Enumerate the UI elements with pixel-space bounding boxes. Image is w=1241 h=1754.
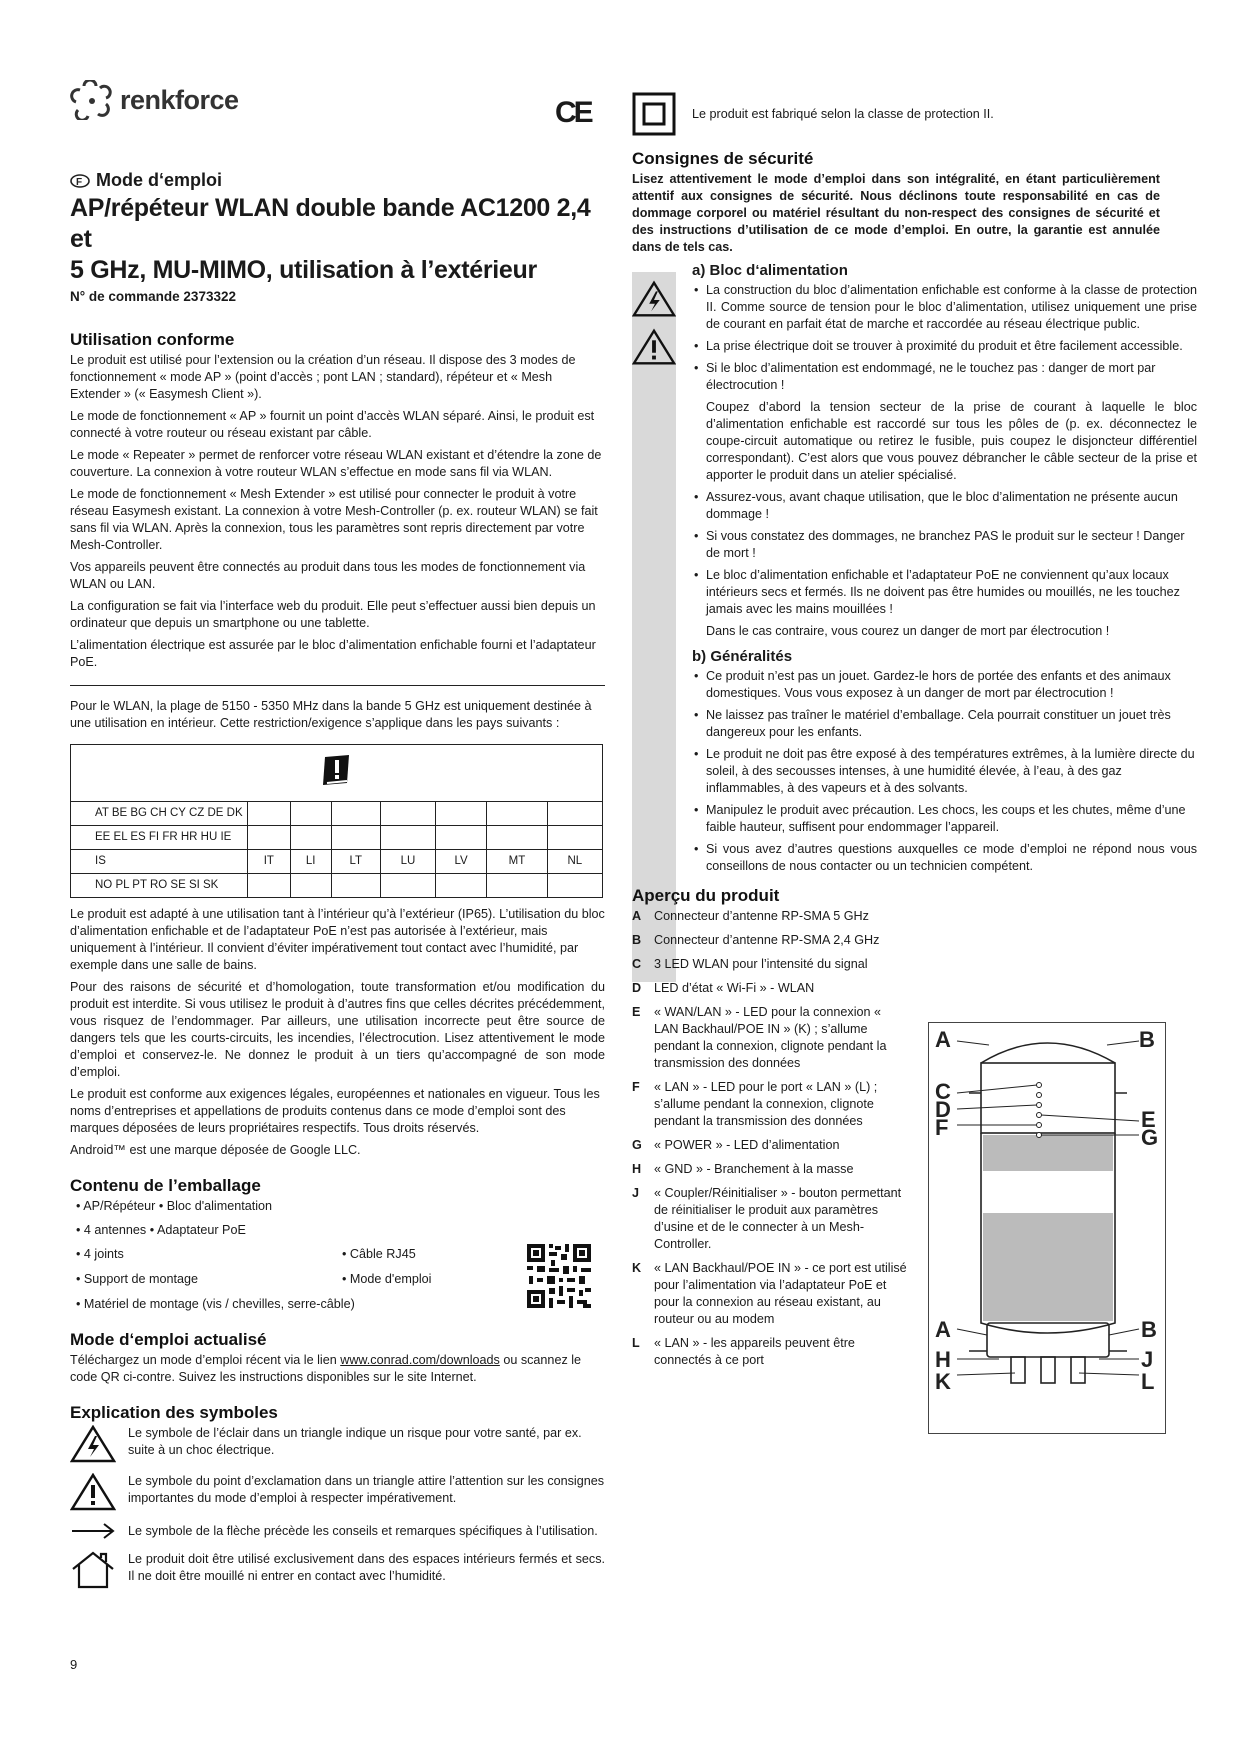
- country-cell: [547, 826, 602, 850]
- country-cell: [290, 802, 331, 826]
- exclamation-warning-icon: [70, 1473, 116, 1511]
- part-key: C: [632, 957, 642, 971]
- country-cell: [547, 874, 602, 898]
- safety-b-heading: b) Généralités: [692, 648, 793, 665]
- country-cell: [436, 802, 487, 826]
- part-text: « GND » - Branchement à la masse: [654, 1162, 854, 1176]
- country-cell: [290, 874, 331, 898]
- safety-a-item: • Si vous constatez des dommages, ne branchez PAS le produit sur le secteur ! Danger de mort !: [692, 528, 1197, 562]
- package-item: • 4 antennes • Adaptateur PoE: [76, 1223, 246, 1237]
- safety-b-item: • Si vous avez d’autres questions auxquelles ce mode d’emploi ne répond nous vous conseillons de nous contacter ou un technicien compétent.: [692, 841, 1197, 875]
- part-text: « POWER » - LED d’alimentation: [654, 1138, 840, 1152]
- part-item: [632, 1137, 907, 1154]
- country-cell: [331, 826, 380, 850]
- downloads-link[interactable]: www.conrad.com/downloads: [340, 1353, 500, 1367]
- indoor-house-icon: [70, 1551, 116, 1589]
- part-item: [632, 1004, 907, 1072]
- country-cell: [331, 874, 380, 898]
- country-table-header: [71, 745, 603, 802]
- utilisation-p5: Vos appareils peuvent être connectés au produit dans tous les modes de fonctionnement via WLAN ou LAN.: [70, 560, 586, 591]
- package-item: • 4 joints: [76, 1247, 124, 1261]
- protection-class-2-icon: [632, 92, 676, 136]
- country-row: [71, 826, 603, 850]
- part-key: E: [632, 1005, 641, 1019]
- update-text-before: Téléchargez un mode d’emploi récent via le lien: [70, 1353, 341, 1367]
- country-cell: [248, 802, 291, 826]
- part-key: D: [632, 981, 642, 995]
- mode-label-text: Mode d‘emploi: [96, 170, 222, 190]
- page-title: [70, 193, 605, 286]
- label-J: J: [1141, 1347, 1154, 1372]
- part-item: [632, 1079, 907, 1130]
- title-line-2: 5 GHz, MU-MIMO, utilisation à l’extérieur: [70, 256, 537, 284]
- order-number: N° de commande 2373322: [70, 289, 236, 304]
- utilisation-p11: Android™ est une marque déposée de Google LLC.: [70, 1143, 361, 1157]
- part-text: Connecteur d’antenne RP-SMA 2,4 GHz: [654, 933, 880, 947]
- utilisation-p9: Pour des raisons de sécurité et d’homologation, toute transformation et/ou modification du produit est interdite. Si vous utilisez le produit à d’autres fins que celles décrites précédemment, vous risquez de l’endommager. Par ailleurs, une utilisation incorrecte peut être source de dangers tels que les courts-circuits, les incendies, l’électrocution. Lisez attentivement le mode d’emploi et conservez-le. Ne donnez le produit à un tiers qu’accompagné de son mode d’emploi.: [70, 980, 605, 1079]
- part-key: F: [632, 1080, 640, 1094]
- part-key: H: [632, 1162, 642, 1176]
- part-key: K: [632, 1261, 642, 1275]
- device-illustration: [928, 1022, 1166, 1434]
- part-item: [632, 932, 907, 949]
- part-text: « Coupler/Réinitialiser » - bouton permettant de réinitialiser le produit aux paramètres d’usine et de le connecter à un Mesh-Controller.: [654, 1186, 902, 1251]
- safety-a-item: • Assurez-vous, avant chaque utilisation, que le bloc d’alimentation ne présente aucun dommage !: [692, 489, 1197, 523]
- symbols-heading: Explication des symboles: [70, 1403, 278, 1422]
- part-key: J: [632, 1186, 640, 1200]
- label-E: E: [1141, 1107, 1156, 1132]
- utilisation-p6: La configuration se fait via l’interface web du produit. Elle peut s’effectuer aussi bien depuis un ordinateur que depuis un smartphone ou une tablette.: [70, 599, 596, 630]
- package-heading: Contenu de l’emballage: [70, 1176, 261, 1195]
- utilisation-p1: Le produit est utilisé pour l’extension ou la création d’un réseau. Il dispose des 3 modes de fonctionnement « mode AP » (point d’accès ; pont LAN ; standard), répéteur et « Mesh Extender » (« Easymesh Client »).: [70, 353, 576, 401]
- page-number: 9: [70, 1657, 78, 1672]
- divider: [70, 685, 605, 686]
- country-cell: MT: [487, 850, 548, 874]
- part-item: [632, 908, 907, 925]
- update-text: [70, 1352, 605, 1386]
- country-cell: [331, 802, 380, 826]
- symbol-row-lightning: [70, 1425, 605, 1463]
- country-table-body: [71, 802, 603, 898]
- part-key: G: [632, 1138, 642, 1152]
- utilisation-heading: Utilisation conforme: [70, 330, 235, 349]
- country-cell: LI: [290, 850, 331, 874]
- safety-a-item: • La construction du bloc d’alimentation enfichable est conforme à la classe de protection II. Comme source de tension pour le bloc d’alimentation, utilisez uniquement une prise de courant en parfait état de marche et raccordée au réseau électrique public.: [692, 282, 1197, 333]
- utilisation-p4: Le mode de fonctionnement « Mesh Extender » est utilisé pour connecter le produit à votre réseau Easymesh existant. La connexion à votre Mesh-Controller (p. ex. routeur WLAN) se fait sans fil via WLAN. Après la connexion, tous les paramètres sont repris directement par votre Mesh-Controller.: [70, 487, 598, 552]
- brand-name: renkforce: [120, 84, 239, 115]
- part-item: [632, 1161, 907, 1178]
- label-B-bottom: B: [1141, 1317, 1157, 1342]
- package-item: • Mode d'emploi: [342, 1272, 432, 1286]
- overview-heading: Aperçu du produit: [632, 886, 780, 905]
- package-item: • Support de montage: [76, 1272, 199, 1286]
- label-B-top: B: [1139, 1027, 1155, 1052]
- country-row: [71, 850, 603, 874]
- country-cell: IS: [71, 850, 248, 874]
- country-table: [70, 744, 603, 898]
- country-cell: [380, 826, 435, 850]
- label-F: F: [935, 1115, 949, 1140]
- country-cell: LT: [331, 850, 380, 874]
- arrow-right-icon: [70, 1521, 116, 1541]
- class2-row: [632, 92, 1202, 136]
- left-column: [70, 80, 605, 1599]
- symbol-lightning-text: Le symbole de l’éclair dans un triangle indique un risque pour votre santé, par ex. suite à un choc électrique.: [128, 1426, 582, 1457]
- safety-a-item: • Si le bloc d’alimentation est endommagé, ne le touchez pas : danger de mort par électrocution !: [692, 360, 1197, 394]
- country-cell: [380, 802, 435, 826]
- country-cell: LV: [436, 850, 487, 874]
- label-G: G: [1141, 1125, 1159, 1150]
- utilisation-p10: Le produit est conforme aux exigences légales, européennes et nationales en vigueur. Tous les noms d’entreprises et appellations de produits contenus dans ce mode d’emploi sont des marques déposées de leurs propriétaires respectifs. Tous droits réservés.: [70, 1087, 600, 1135]
- country-row: [71, 874, 603, 898]
- part-item: [632, 1260, 907, 1328]
- symbol-arrow-text: Le symbole de la flèche précède les conseils et remarques spécifiques à l’utilisation.: [128, 1523, 598, 1538]
- parts-list: [632, 908, 907, 1369]
- package-item: • Câble RJ45: [342, 1247, 416, 1261]
- safety-b-list: [692, 668, 1197, 875]
- title-line-1: AP/répéteur WLAN double bande AC1200 2,4 et: [70, 194, 591, 253]
- svg-text:F: F: [76, 176, 83, 188]
- safety-a-list: [692, 282, 1197, 640]
- part-key: A: [632, 909, 642, 923]
- update-heading: Mode d‘emploi actualisé: [70, 1330, 267, 1349]
- part-item: [632, 980, 907, 997]
- book-icon: [70, 174, 90, 188]
- package-list: [70, 1198, 605, 1313]
- qr-code-icon[interactable]: [525, 1242, 593, 1310]
- renkforce-logo-icon: [70, 80, 114, 120]
- country-cell: [487, 826, 548, 850]
- safety-b-item: • Le produit ne doit pas être exposé à des températures extrêmes, à la lumière directe du soleil, à des secousses intenses, à une humidité élevée, à l’eau, à des gaz inflammables, à des vapeurs et à des solvants.: [692, 746, 1197, 797]
- part-text: « LAN » - LED pour le port « LAN » (L) ; s’allume pendant la connexion, clignote pendant la transmission des données: [654, 1080, 878, 1128]
- utilisation-p8: Le produit est adapté à une utilisation tant à l’intérieur qu’à l’extérieur (IP65). L’utilisation du bloc d’alimentation enfichable et de l’adaptateur PoE n’est pas autorisée à l’extérieur, mais uniquement à l’intérieur. Il convient d’éviter impérativement tout contact avec l’humidité, par exemple dans une salle de bains.: [70, 907, 605, 972]
- part-text: « LAN » - les appareils peuvent être connectés à ce port: [654, 1336, 855, 1367]
- utilisation-p3: Le mode « Repeater » permet de renforcer votre réseau WLAN existant et d’étendre la zone de couverture. La connexion à votre routeur WLAN s’effectue en mode sans fil via WLAN.: [70, 448, 602, 479]
- part-text: Connecteur d’antenne RP-SMA 5 GHz: [654, 909, 869, 923]
- safety-b-item: • Ce produit n’est pas un jouet. Gardez-le hors de portée des enfants et des animaux domestiques. Vous vous exposez à un danger de mort par électrocution !: [692, 668, 1197, 702]
- part-item: [632, 1185, 907, 1253]
- country-cell: NL: [547, 850, 602, 874]
- label-K: K: [935, 1369, 951, 1394]
- symbol-row-house: [70, 1551, 605, 1589]
- part-item: [632, 1335, 907, 1369]
- safety-a-item: • Le bloc d’alimentation enfichable et l’adaptateur PoE ne conviennent qu’aux locaux intérieurs secs et fermés. Ils ne doivent pas être humides ou mouillés, ne les touchez jamais avec les mains mouillées !: [692, 567, 1197, 618]
- country-cell: [248, 874, 291, 898]
- label-A-bottom: A: [935, 1317, 951, 1342]
- wlan-note: Pour le WLAN, la plage de 5150 - 5350 MHz dans la bande 5 GHz est uniquement destinée à une utilisation en intérieur. Cette restriction/exigence s’applique dans les pays suivants :: [70, 699, 592, 730]
- country-cell: NO PL PT RO SE SI SK: [71, 874, 248, 898]
- utilisation-p2: Le mode de fonctionnement « AP » fournit un point d’accès WLAN séparé. Ainsi, le produit est connecté à votre routeur ou réseau existant par câble.: [70, 409, 595, 440]
- ce-mark: CE: [555, 96, 591, 129]
- update-text-after: ou scannez le code QR ci-contre. Suivez les instructions disponibles sur le site Internet.: [70, 1353, 582, 1384]
- country-row: [71, 802, 603, 826]
- symbol-row-exclamation: [70, 1473, 605, 1511]
- symbol-exclamation-text: Le symbole du point d’exclamation dans un triangle attire l’attention sur les consignes importantes du mode d’emploi à respecter impérativement.: [128, 1474, 605, 1505]
- country-cell: [436, 874, 487, 898]
- country-cell: LU: [380, 850, 435, 874]
- country-cell: IT: [248, 850, 291, 874]
- package-item: • AP/Répéteur • Bloc d'alimentation: [76, 1199, 273, 1213]
- safety-heading: Consignes de sécurité: [632, 149, 814, 168]
- part-text: « WAN/LAN » - LED pour la connexion « LAN Backhaul/POE IN » (K) ; s’allume pendant la connexion, clignote pendant la transmission des données: [654, 1005, 887, 1070]
- part-text: « LAN Backhaul/POE IN » - ce port est utilisé pour l’alimentation via l’adaptateur PoE et pour la connexion au réseau existant, au routeur ou au modem: [654, 1261, 907, 1326]
- class2-text: Le produit est fabriqué selon la classe de protection II.: [692, 106, 994, 121]
- utilisation-p7: L’alimentation électrique est assurée par le bloc d’alimentation enfichable fourni et l’adaptateur PoE.: [70, 638, 596, 669]
- part-text: LED d’état « Wi-Fi » - WLAN: [654, 981, 815, 995]
- part-text: 3 LED WLAN pour l’intensité du signal: [654, 957, 868, 971]
- country-cell: [290, 826, 331, 850]
- label-D: D: [935, 1097, 951, 1122]
- symbol-row-arrow: [70, 1521, 605, 1541]
- safety-sections: [692, 262, 1197, 875]
- manual-warning-icon: [319, 753, 355, 787]
- part-key: L: [632, 1336, 640, 1350]
- mode-label: [70, 172, 605, 189]
- part-key: B: [632, 933, 642, 947]
- label-A-top: A: [935, 1027, 951, 1052]
- country-cell: [547, 802, 602, 826]
- safety-a-item: Dans le cas contraire, vous courez un danger de mort par électrocution !: [706, 624, 1110, 638]
- country-cell: [380, 874, 435, 898]
- label-H: H: [935, 1347, 951, 1372]
- device-drawing: [929, 1023, 1165, 1433]
- country-cell: EE EL ES FI FR HR HU IE: [71, 826, 248, 850]
- country-cell: [248, 826, 291, 850]
- safety-a-item: Coupez d’abord la tension secteur de la prise de courant à laquelle le bloc d’alimentation enfichable est raccordé sur tous les pôles de (p. ex. déconnectez le coupe-circuit automatique ou retirez le fusible, puis coupez le disjoncteur différentiel correspondant). C’est alors que vous pouvez débrancher le câble secteur de la prise et apporter le produit dans un atelier spécialisé.: [706, 400, 1197, 482]
- brand-logo: [70, 80, 605, 120]
- country-cell: [487, 802, 548, 826]
- safety-b-item: • Ne laissez pas traîner le matériel d’emballage. Cela pourrait constituer un jouet très dangereux pour les enfants.: [692, 707, 1197, 741]
- label-C: C: [935, 1079, 951, 1104]
- safety-a-item: • La prise électrique doit se trouver à proximité du produit et être facilement accessible.: [692, 338, 1197, 355]
- label-L: L: [1141, 1369, 1155, 1394]
- safety-b-item: • Manipulez le produit avec précaution. Les chocs, les coups et les chutes, même d’une faible hauteur, suffisent pour endommager l’appareil.: [692, 802, 1197, 836]
- country-cell: AT BE BG CH CY CZ DE DK: [71, 802, 248, 826]
- lightning-warning-icon: [70, 1425, 116, 1463]
- safety-a-heading: a) Bloc d‘alimentation: [692, 262, 848, 279]
- symbol-house-text: Le produit doit être utilisé exclusivement dans des espaces intérieurs fermés et secs. Il ne doit être mouillé ni entrer en contact avec l’humidité.: [128, 1552, 605, 1583]
- package-item: • Matériel de montage (vis / chevilles, serre-câble): [76, 1297, 355, 1311]
- country-cell: [436, 826, 487, 850]
- country-cell: [487, 874, 548, 898]
- safety-intro: Lisez attentivement le mode d’emploi dans son intégralité, en étant particulièrement attentif aux consignes de sécurité. Nous déclinons toute responsabilité en cas de dommage corporel ou matériel résultant du non-respect des consignes de sécurité et des instructions d’utilisation de ce mode d’emploi. En outre, la garantie est annulée dans de tels cas.: [632, 172, 1160, 254]
- part-item: [632, 956, 907, 973]
